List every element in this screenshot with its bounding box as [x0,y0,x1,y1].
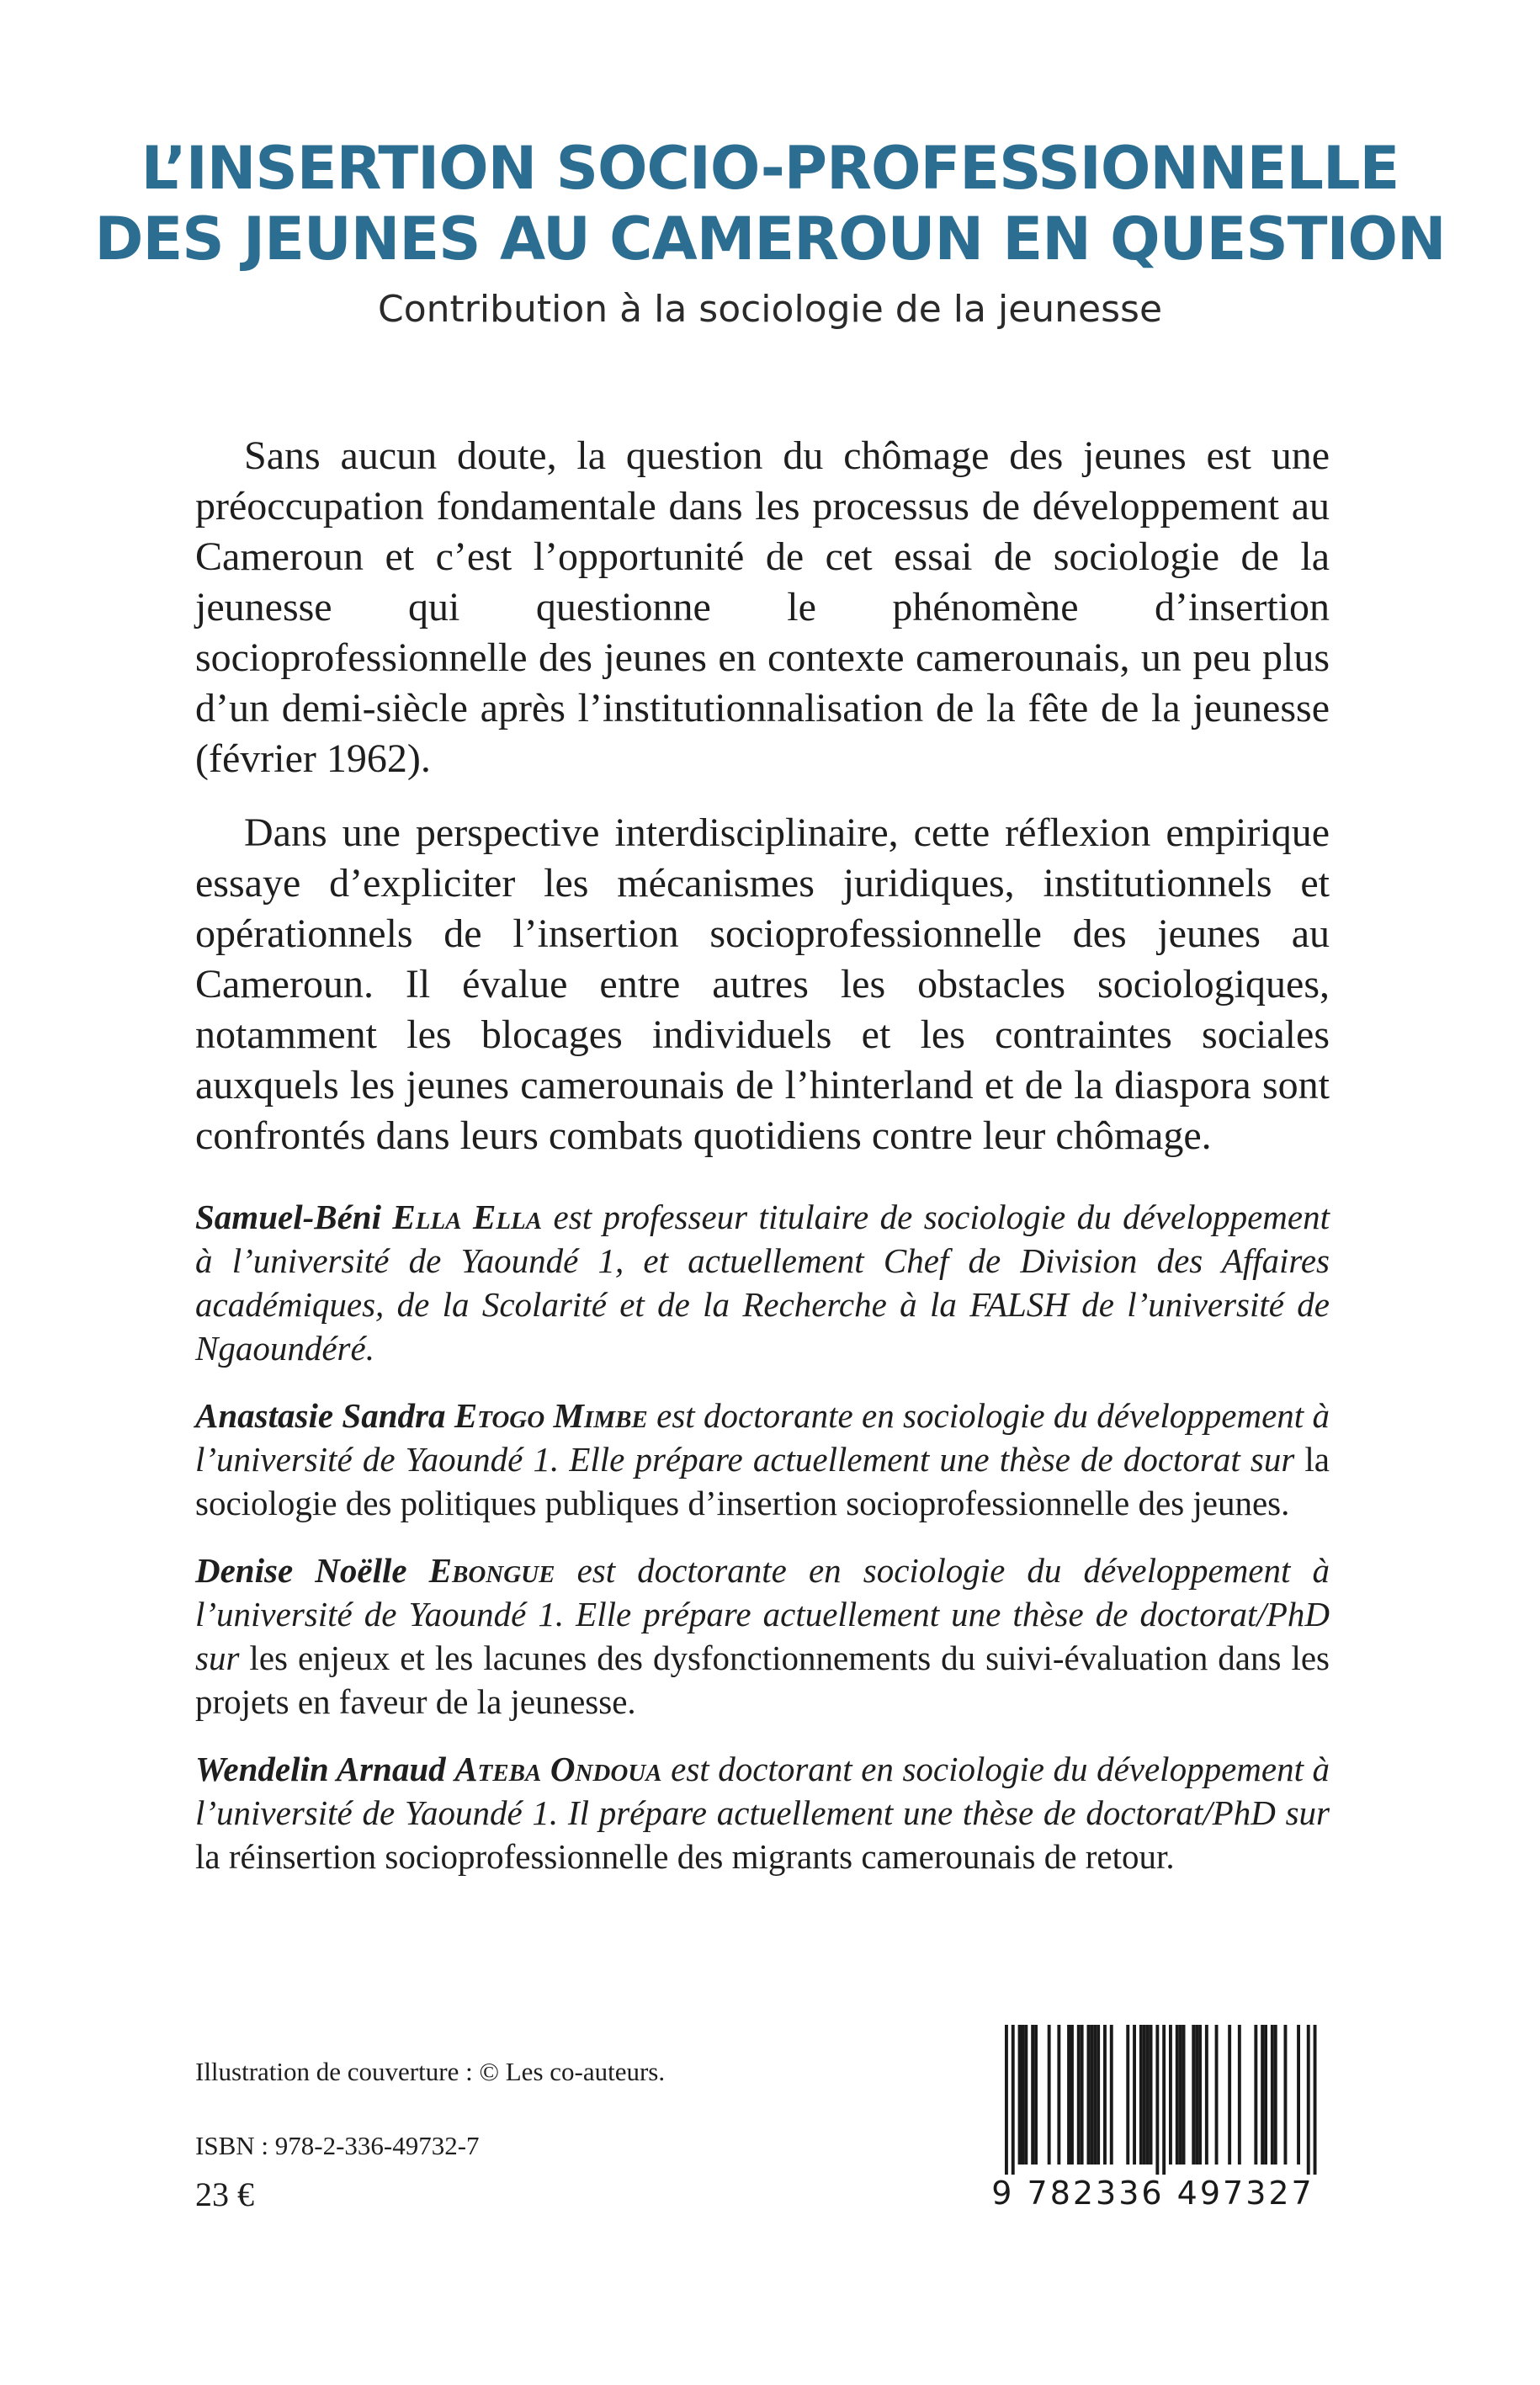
barcode-bar [1048,2025,1051,2165]
barcode-bar [1238,2025,1241,2165]
barcode-bar [1067,2025,1070,2165]
barcode-bars [976,2025,1330,2175]
barcode-bar [1097,2025,1100,2165]
barcode-bar [1169,2025,1172,2165]
barcode-bar [1271,2025,1274,2165]
author-bio-topic: la sociologie des politiques publiques d’insertion socioprofessionnelle des jeunes. [195,1440,1330,1522]
author-first-name: Anastasie Sandra [195,1396,446,1435]
author-last-name: Etogo Mimbe [454,1396,648,1435]
author-bio [195,1394,1330,1525]
barcode-bar [1077,2025,1081,2165]
barcode-bar [1034,2025,1038,2165]
author-last-name: Ateba Ondoua [454,1750,662,1788]
barcode-bar [1182,2025,1186,2165]
barcode-bar [1031,2025,1034,2165]
book-title-line-1: L’INSERTION SOCIO-PROFESSIONNELLE [141,134,1399,203]
barcode-bar [1179,2025,1182,2165]
barcode-bar [1307,2025,1310,2175]
barcode-bar [1005,2025,1008,2175]
barcode-bar [1150,2025,1153,2165]
barcode-bar [1018,2025,1022,2165]
barcode-bar [1126,2025,1129,2165]
barcode-bar [1022,2025,1025,2165]
barcode-bar [1254,2025,1257,2165]
barcode-bar [1284,2025,1288,2165]
barcode-bar [1139,2025,1143,2165]
barcode-bar [1081,2025,1084,2165]
cover-illustration-credit: Illustration de couverture : © Les co-auteurs. [195,2057,666,2086]
barcode-bar [1274,2025,1277,2165]
barcode-bar [1103,2025,1107,2165]
barcode-bar [1087,2025,1091,2165]
barcode-bar [1198,2025,1202,2165]
barcode-bar [1176,2025,1179,2165]
author-bio [195,1548,1330,1724]
author-bio-text: est doctorante en sociologie du développement à l’université de Yaoundé 1. Elle prépare actuellement une thèse de doctorat sur [195,1396,1330,1479]
author-bio-text: est doctorant en sociologie du développement à l’université de Yaoundé 1. Il prépare actuellement une thèse de doctorat/PhD sur [195,1750,1330,1832]
barcode-bar [1057,2025,1060,2165]
book-subtitle: Contribution à la sociologie de la jeunesse [377,288,1163,331]
author-last-name: Ebongue [428,1551,555,1590]
barcode-bar [1146,2025,1150,2165]
barcode-bar [1215,2025,1219,2165]
barcode-bar [1155,2025,1159,2175]
barcode-bar [1205,2025,1208,2165]
author-first-name: Denise Noëlle [195,1551,407,1590]
barcode-bar [1162,2025,1166,2175]
barcode-bar [1090,2025,1093,2165]
barcode-bar [1110,2025,1113,2165]
barcode-bar [1070,2025,1074,2165]
description-paragraph-2: Dans une perspective interdisciplinaire, cette réflexion empirique essaye d’expliciter les mécanismes juridiques, institutionnels et opérationnels de l’insertion socioprofessionnelle des jeunes au Cameroun. Il évalue entre autres les obstacles sociologiques, notamment les blocages individuels et les contraintes sociales auxquels les jeunes camerounais de l’hinterland et de la diaspora sont confrontés dans leurs combats quotidiens contre leur chômage. [195,810,1330,1158]
author-first-name: Wendelin Arnaud [195,1750,446,1788]
author-bio [195,1195,1330,1370]
barcode-digits: 9 782336 497327 [991,2175,1314,2212]
barcode-bar [1264,2025,1267,2165]
description-paragraph-1: Sans aucun doute, la question du chômage des jeunes est une préoccupation fondamentale dans les processus de développement au Cameroun et c’est l’opportunité de cet essai de sociologie de la jeunesse qui questionne le phénomène d’insertion socioprofessionnelle des jeunes en contexte camerounais, un peu plus d’un demi-siècle après l’institutionnalisation de la fête de la jeunesse (février 1962). [195,433,1330,781]
barcode-bar [1195,2025,1198,2165]
author-last-name: Ella Ella [392,1198,543,1236]
barcode-bar [1012,2025,1015,2175]
author-bio-topic: les enjeux et les lacunes des dysfonctionnements du suivi-évaluation dans les projets en faveur de la jeunesse. [195,1639,1330,1721]
barcode-bar [1133,2025,1136,2165]
barcode-bar [1024,2025,1028,2165]
barcode-bar [1297,2025,1300,2165]
book-title [0,133,1540,274]
barcode-bar [1143,2025,1146,2165]
author-bio [195,1747,1330,1878]
book-price: 23 € [195,2175,254,2213]
author-bio-text: est professeur titulaire de sociologie du développement à l’université de Yaoundé 1, et actuellement Chef de Division des Affaires académiques, de la Scolarité et de la Recherche à la FALSH de l’université de Ngaoundéré. [195,1198,1330,1368]
book-title-line-2: DES JEUNES AU CAMEROUN EN QUESTION [94,205,1446,274]
barcode-bar [1261,2025,1264,2165]
back-cover-description [195,431,1330,1185]
author-first-name: Samuel-Béni [195,1198,381,1236]
barcode-bar [1192,2025,1195,2165]
isbn-number: ISBN : 978-2-336-49732-7 [195,2131,480,2160]
author-bio-topic: la réinsertion socioprofessionnelle des migrants camerounais de retour. [195,1837,1175,1876]
barcode-bar [1314,2025,1317,2175]
barcode-bar [1228,2025,1231,2165]
isbn-barcode [976,2025,1330,2212]
author-bios [195,1195,1330,1902]
barcode-bar [1093,2025,1097,2165]
author-bio-text: est doctorante en sociologie du développement à l’université de Yaoundé 1. Elle prépare actuellement une thèse de doctorat/PhD sur [195,1551,1330,1677]
